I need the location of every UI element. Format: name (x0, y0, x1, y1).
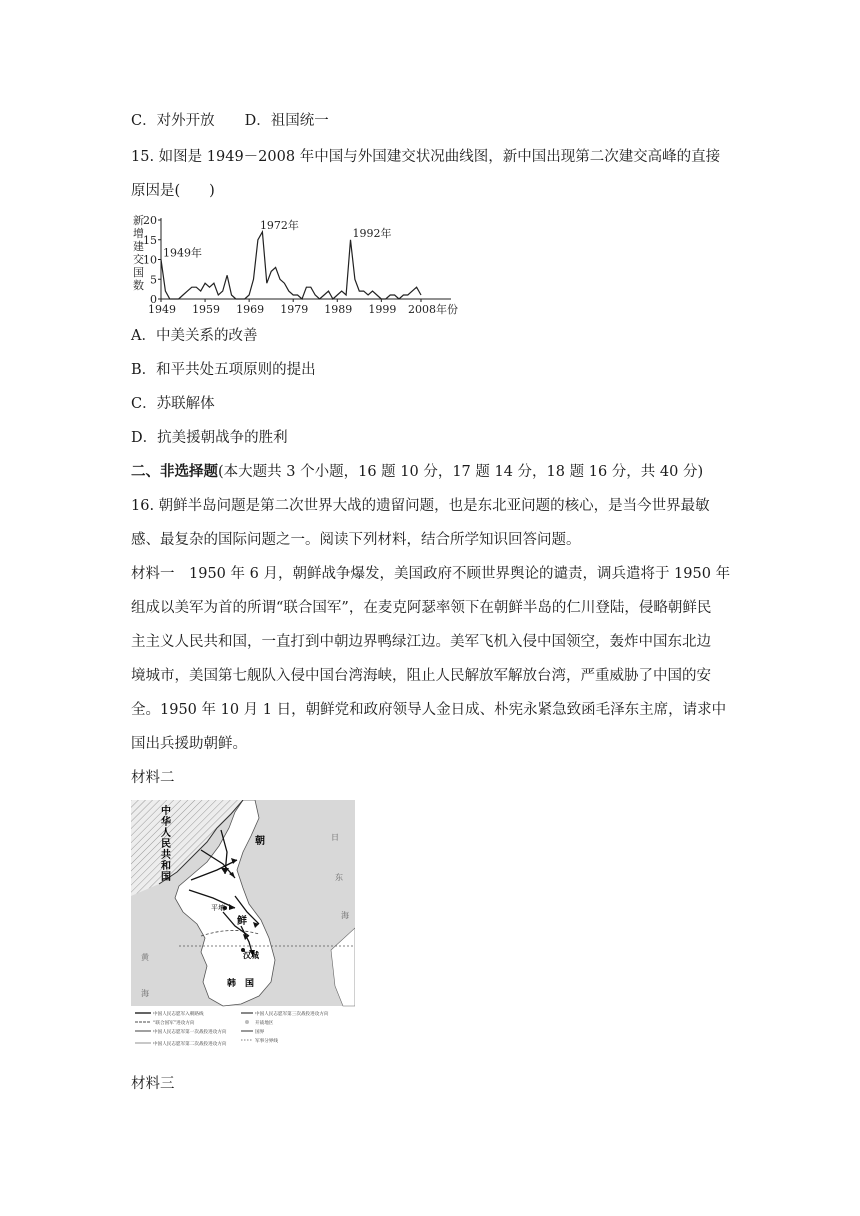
chart-ticks (143, 214, 458, 316)
material-1-line-2: 组成以美军为首的所谓“联合国军”，在麦克阿瑟率领下在朝鲜半岛的仁川登陆，侵略朝鲜民 (131, 600, 712, 616)
chart-x-tick-label: 2008年份 (408, 303, 458, 316)
chart-ylabel-char: 新 (133, 214, 144, 227)
chart-y-tick-label: 15 (143, 233, 157, 247)
chart-annotation: 1949年 (163, 246, 202, 260)
option-c-prev: C．对外开放 (131, 113, 215, 129)
map-legend (135, 1010, 329, 1047)
material-1-line-3: 主主义人民共和国，一直打到中朝边界鸭绿江边。美军飞机入侵中国领空，轰炸中国东北边 (131, 634, 711, 650)
chart-ylabel-char: 建 (133, 240, 144, 253)
chart-series-line (161, 232, 421, 299)
chart-y-tick-label: 10 (143, 253, 157, 267)
legend-item-5: 开战地区 (255, 1021, 274, 1026)
legend-item-2: 中国人民志愿军第一次战役进攻方向 (153, 1030, 227, 1035)
chart-ylabel-char: 交 (133, 253, 144, 266)
option-c: C．苏联解体 (131, 396, 215, 412)
chart-x-tick-label: 1979 (280, 303, 309, 316)
map-label-ri: 日 (331, 833, 339, 842)
chart-annotation: 1972年 (259, 218, 299, 232)
legend-item-7: 军事分界线 (255, 1039, 278, 1044)
prev-options-line (131, 111, 329, 131)
map-label-dong: 东 (335, 873, 343, 882)
section-2-heading (131, 462, 703, 482)
chart-x-tick-label: 1989 (324, 303, 353, 316)
korean-war-map (131, 800, 355, 1056)
map-label-huang: 黄 (141, 953, 149, 962)
chart-annotation: 1992年 (352, 226, 392, 240)
map-label-xian: 鲜 (237, 916, 247, 927)
q15-text-2: 原因是( ) (131, 183, 215, 199)
chart-ylabel-char: 数 (133, 279, 144, 292)
section-2-title: 二、非选择题 (131, 463, 218, 480)
chart-x-tick-label: 1999 (368, 303, 397, 316)
material-1-line-1: 材料一 1950 年 6 月，朝鲜战争爆发，美国政府不顾世界舆论的谴责，调兵遣将于 1950 年 (131, 566, 731, 582)
material-1-line-5: 全。1950 年 10 月 1 日，朝鲜党和政府领导人金日成、朴宪永紧急致函毛泽东主席，请求中 (131, 702, 727, 718)
section-2-desc: (本大题共 3 个小题，16 题 10 分，17 题 14 分，18 题 16 分，共 40 分) (218, 464, 704, 480)
legend-item-4: 中国人民志愿军第三次战役进攻方向 (255, 1012, 329, 1017)
chart-x-tick-label: 1969 (236, 303, 265, 316)
q16-text-2: 感、最复杂的国际问题之一。阅读下列材料，结合所学知识回答问题。 (131, 532, 581, 548)
diplomatic-relations-chart (131, 212, 471, 316)
option-a: A．中美关系的改善 (131, 328, 258, 344)
map-label-hai: 海 (341, 911, 349, 920)
chart-x-tick-label: 1959 (192, 303, 221, 316)
legend-item-6: 国界 (255, 1030, 265, 1035)
chart-y-tick-label: 5 (150, 273, 157, 287)
material-2-label: 材料二 (131, 770, 175, 786)
chart-x-tick-label: 1949 (148, 303, 176, 316)
chart-annotations (163, 218, 391, 260)
material-1-line-6: 国出兵援助朝鲜。 (131, 736, 247, 752)
chart-ylabel (133, 214, 144, 292)
map-label-hanguo: 韩 国 (227, 979, 255, 989)
map-label-seoul: 汉城 (243, 951, 259, 960)
chart-ylabel-char: 增 (133, 227, 144, 240)
map-label-hai2: 海 (141, 989, 149, 998)
q15-text-1: 15. 如图是 1949－2008 年中国与外国建交状况曲线图，新中国出现第二次建交高峰的直接 (131, 149, 721, 165)
chart-y-tick-label: 20 (143, 214, 157, 227)
legend-item-1: “联合国军”进攻方向 (153, 1021, 195, 1026)
chart-y-tick-label: 0 (150, 293, 157, 306)
legend-item-3: 中国人民志愿军第二次战役进攻方向 (153, 1042, 227, 1047)
legend-item-0: 中国人民志愿军入朝路线 (153, 1012, 204, 1017)
map-label-pyongyang: 平壤 (211, 904, 225, 912)
material-1-line-4: 境城市，美国第七舰队入侵中国台湾海峡，阻止人民解放军解放台湾，严重威胁了中国的安 (131, 668, 711, 684)
q16-text-1: 16. 朝鲜半岛问题是第二次世界大战的遗留问题，也是东北亚问题的核心，是当今世界最敏 (131, 498, 710, 514)
china-label: 中华人民共和国 (161, 806, 171, 883)
map-label-chao: 朝 (255, 836, 265, 847)
option-b: B．和平共处五项原则的提出 (131, 362, 316, 378)
option-d-prev: D．祖国统一 (244, 113, 329, 129)
chart-ylabel-char: 国 (133, 266, 144, 279)
material-3-label: 材料三 (131, 1076, 175, 1092)
option-d: D．抗美援朝战争的胜利 (131, 430, 288, 446)
